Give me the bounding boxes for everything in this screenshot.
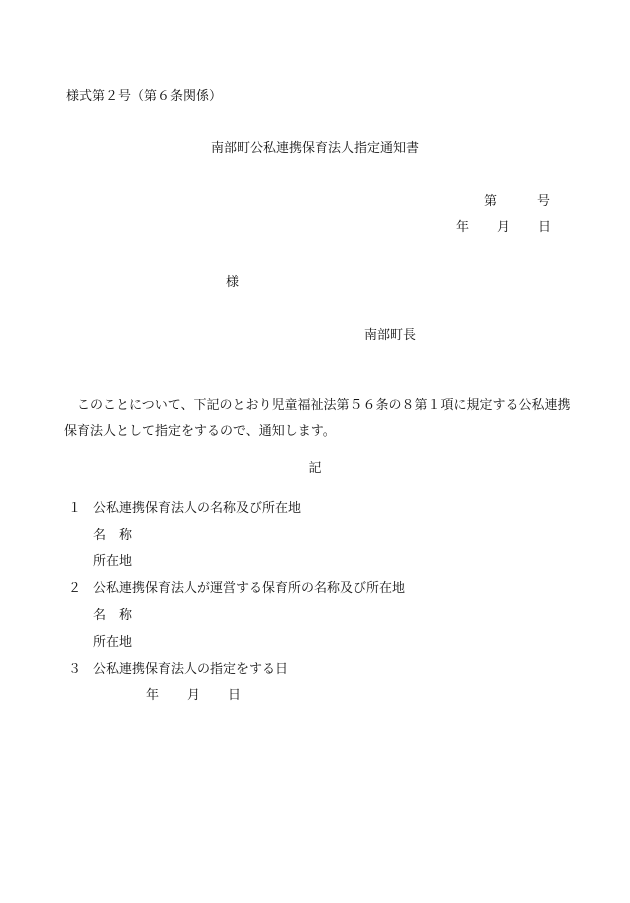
document-number-prefix: 第 (484, 194, 498, 209)
addressee: 様 (226, 275, 240, 290)
date-day: 日 (228, 688, 242, 703)
item-number: ３ (68, 662, 82, 677)
document-title: 南部町公私連携保育法人指定通知書 (210, 141, 419, 156)
field-label-name: 名 称 (93, 608, 133, 623)
document-date (456, 220, 551, 236)
field-label-address: 所在地 (93, 635, 133, 650)
date-year: 年 (146, 688, 160, 703)
date-year: 年 (456, 220, 470, 235)
sender: 南部町長 (364, 328, 417, 343)
item-number: ２ (68, 581, 82, 596)
item-heading: 公私連携保育法人が運営する保育所の名称及び所在地 (93, 581, 406, 596)
field-label-name: 名 称 (93, 528, 133, 543)
date-month: 月 (187, 688, 201, 703)
item-number: １ (68, 501, 82, 516)
ki-heading: 記 (308, 461, 322, 476)
field-label-address: 所在地 (93, 554, 133, 569)
document-number-suffix: 号 (537, 194, 551, 209)
item-heading: 公私連携保育法人の名称及び所在地 (93, 501, 302, 516)
body-paragraph: このことについて、下記のとおり児童福祉法第５６条の８第１項に規定する公私連携保育法人として指定をするので、通知します。 (64, 398, 571, 439)
designation-date (146, 688, 241, 704)
form-label: 様式第２号（第６条関係） (66, 89, 223, 104)
item-heading: 公私連携保育法人の指定をする日 (93, 662, 289, 677)
document-number (484, 194, 550, 210)
date-day: 日 (538, 220, 552, 235)
date-month: 月 (497, 220, 511, 235)
